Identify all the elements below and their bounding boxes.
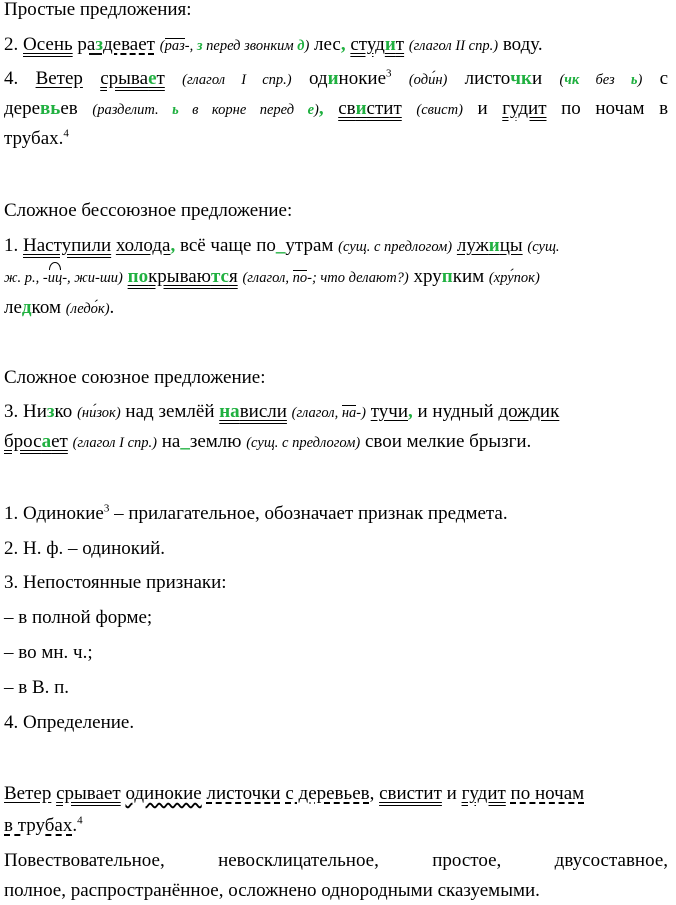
sentence-4-line-3 [4,127,668,151]
sentence-2 [4,33,668,58]
spelling-note: (ни́зок) [77,405,121,421]
footnote-marker: 4 [77,814,83,827]
word-predicate: раздевает [77,34,155,55]
word: по ночам в [561,98,669,119]
word-circumstance: по ночам [510,783,585,804]
word-predicate: свистит [338,98,402,119]
spelling-note: (сущ. с предлогом) [338,239,453,255]
word: Низко [23,401,73,422]
word-subject: Ветер [4,783,52,804]
word: и [477,98,488,119]
word-subject: Ветер [35,68,83,89]
punctuation-mark: , [408,401,413,422]
spelling-note: (глагол, по-; что делают?) [242,270,409,286]
word: хрупким [413,266,485,287]
spelling-note: (раз-, з перед звонким д) [159,38,310,54]
sentence-number: 1. [4,235,19,256]
word-predicate: срывает [100,68,165,89]
word-subject: холода [115,235,171,256]
word: трубах. [4,128,64,149]
word: свои мелкие брызги. [364,431,532,452]
word-predicate: гудит [461,783,506,804]
punctuation-mark: , [340,34,346,55]
footnote-marker: 4 [63,127,69,140]
word-predicate: студит [350,34,405,55]
word-attribute: одинокие$^3$ [308,67,392,89]
word-predicate: бросает [4,431,68,452]
spelling-note: (свист) [416,102,463,118]
word: воду. [502,34,543,55]
word: лес [314,34,341,55]
spelling-note: (глагол, на-) [291,405,366,421]
analysis-line-6: – в В. п. [4,677,70,698]
word-subject: лужицы [456,235,523,256]
word: над землёй [125,401,215,422]
spelling-note: (чк без ь) [559,72,643,88]
spelling-note: (хру́пок) [488,270,540,286]
word-predicate: срывает [56,783,121,804]
word: деревьев [4,98,78,119]
spelling-note: (глагол II спр.) [408,38,499,54]
word-subject: тучи [370,401,408,422]
word-predicate: Наступили [23,235,112,256]
footnote-marker: 3 [386,67,392,80]
parse-description-line-2: полное, распространённое, осложнено однородными сказуемыми. [4,880,540,901]
sentence-3-line-2 [4,430,668,455]
analysis-line-1: 1. Одинокие$^3$ – прилагательное, обозначает признак предмета. [4,502,508,524]
word-circumstance: в трубах [4,815,73,836]
spelling-note: (сущ. с предлогом) [246,435,361,451]
analysis-line-7: 4. Определение. [4,712,135,733]
word-circumstance: с деревьев [285,783,370,804]
punctuation-mark: , [318,98,324,119]
sentence-number: 4. [4,68,19,89]
word: ледком [4,297,61,318]
spelling-note: ж. р., -иц-, жи-ши) [4,270,123,286]
analysis-line-3: 3. Непостоянные признаки: [4,572,227,593]
punctuation-mark: , [170,235,176,256]
word-predicate: покрываются [127,266,238,287]
heading-complex-nonunion: Сложное бессоюзное предложение: [4,200,293,221]
word-attribute: одинокие [125,783,202,804]
sentence-4-line-1 [4,67,668,92]
word-predicate: свистит [379,783,442,804]
word-object: листочки [464,68,543,89]
parse-line-1: Ветер срывает одинокие листочки с деревьев, свистит и гудит по ночам [4,783,585,804]
sentence-3-line-1 [4,400,668,425]
analysis-line-2: 2. Н. ф. – одинокий. [4,538,166,559]
word-preposition: на_землю [161,431,242,452]
sentence-1-line-2 [4,265,668,290]
spelling-note: (оди́н) [408,72,448,88]
parse-description-line-1: Повествовательное, невосклицательное, простое, двусоставное, [4,850,668,871]
spelling-note: (сущ. [527,239,560,255]
sentence-number: 3. [4,401,19,422]
word-predicate: нависли [219,401,287,422]
heading-simple-sentences: Простые предложения: [4,0,192,20]
footnote-marker: 3 [103,502,110,515]
word: всё чаще [179,235,252,256]
sentence-1-line-1 [4,234,668,259]
word: и [446,783,457,804]
sentence-number: 2. [4,34,19,55]
word: и нудный [417,401,494,422]
word: с [659,68,669,89]
word-predicate: гудит [502,98,547,119]
word-object: листочки [206,783,281,804]
parse-line-2: в трубах.$^4$ [4,814,83,836]
sentence-4-line-2 [4,97,668,122]
heading-complex-union: Сложное союзное предложение: [4,367,266,388]
spelling-note: (глагол I спр.) [182,72,292,88]
spelling-note: (ледо́к) [65,301,110,317]
word-preposition: по_утрам [256,235,334,256]
analysis-line-5: – во мн. ч.; [4,642,93,663]
analysis-line-4: – в полной форме; [4,607,153,628]
sentence-1-line-3: ледком (ледо́к). [4,297,115,318]
spelling-note: (глагол I спр.) [72,435,157,451]
word-subject: дождик [498,401,560,422]
word-subject: Осень [23,34,73,55]
spelling-note: (разделит. ь в корне перед е) [92,102,319,118]
